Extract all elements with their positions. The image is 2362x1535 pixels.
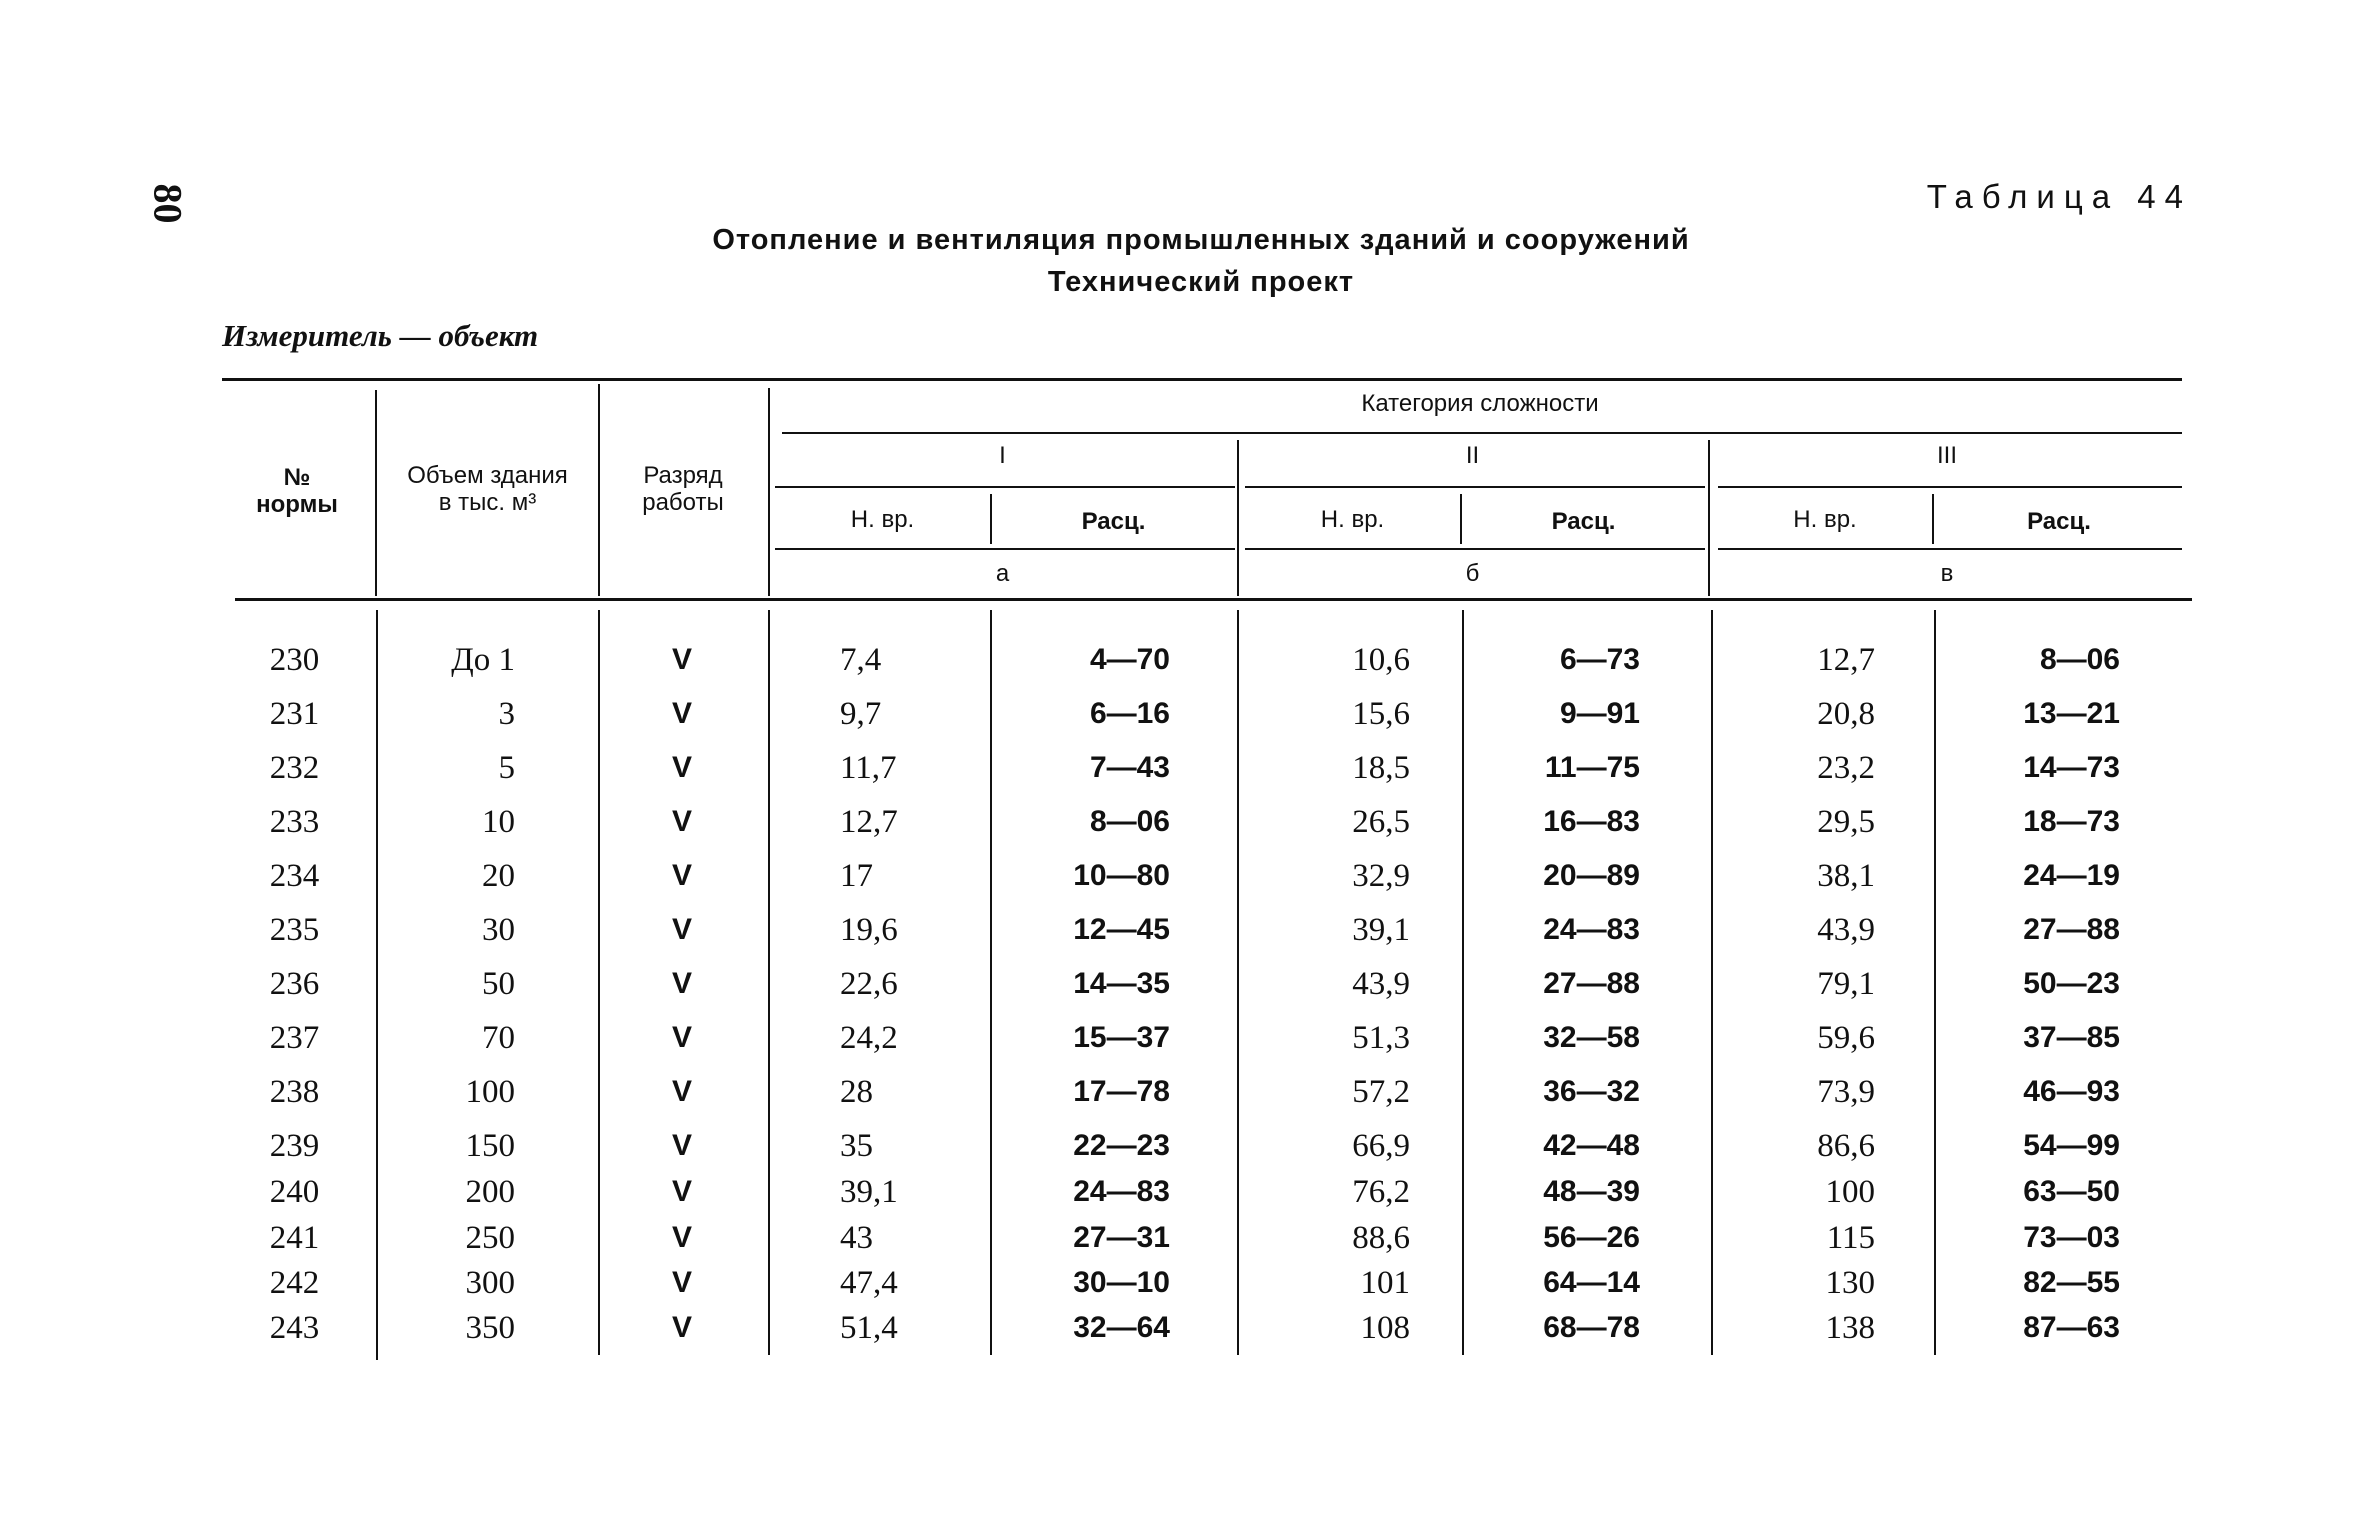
cell-ii-h: 15,6 [1352, 696, 1410, 732]
cell-iii-h: 20,8 [1817, 696, 1875, 732]
body-vline-2 [598, 610, 600, 1355]
cell-grade: V [671, 967, 692, 1000]
cell-i-r: 12—45 [1073, 913, 1170, 946]
cell-vol: 5 [498, 750, 515, 786]
cell-i-h: 47,4 [840, 1265, 898, 1301]
cell-i-r: 32—64 [1073, 1311, 1170, 1344]
cell-iii-r: 50—23 [2023, 967, 2120, 1000]
cell-ii-r: 9—91 [1559, 697, 1640, 730]
cell-grade: V [671, 1021, 692, 1054]
cell-i-r: 4—70 [1089, 643, 1170, 676]
top-rule [222, 378, 2182, 381]
cell-ii-r: 6—73 [1559, 643, 1640, 676]
cell-no: 243 [269, 1310, 320, 1346]
header-hvr-3: Н. вр. [1793, 506, 1857, 533]
cell-iii-r: 8—06 [2039, 643, 2120, 676]
cell-ii-r: 56—26 [1543, 1221, 1640, 1254]
header-rasc-1: Расц. [1081, 508, 1146, 535]
cell-vol: До 1 [451, 642, 515, 678]
cell-i-h: 39,1 [840, 1174, 898, 1210]
cell-i-h: 28 [840, 1074, 873, 1110]
cell-i-h: 43 [840, 1220, 873, 1256]
cell-ii-h: 76,2 [1352, 1174, 1410, 1210]
cell-i-r: 24—83 [1073, 1175, 1170, 1208]
cell-ii-h: 43,9 [1352, 966, 1410, 1002]
cell-grade: V [671, 1175, 692, 1208]
cell-grade: V [671, 1221, 692, 1254]
header-category-3: III [1936, 442, 1957, 469]
category-rule-1 [775, 486, 1235, 488]
cell-ii-h: 26,5 [1352, 804, 1410, 840]
cell-i-r: 10—80 [1073, 859, 1170, 892]
cell-ii-h: 32,9 [1352, 858, 1410, 894]
cell-i-r: 27—31 [1073, 1221, 1170, 1254]
cell-grade: V [671, 805, 692, 838]
cell-ii-h: 10,6 [1352, 642, 1410, 678]
cell-ii-r: 68—78 [1543, 1311, 1640, 1344]
cell-vol: 250 [465, 1220, 515, 1256]
cell-vol: 70 [482, 1020, 515, 1056]
cell-no: 231 [269, 696, 320, 732]
cell-iii-r: 54—99 [2023, 1129, 2120, 1162]
body-vline-6 [1462, 610, 1464, 1355]
header-rasc-3: Расц. [2027, 508, 2091, 535]
header-category-1: I [999, 442, 1006, 469]
cell-ii-h: 66,9 [1352, 1128, 1410, 1164]
cell-no: 241 [269, 1220, 320, 1256]
cell-iii-h: 43,9 [1817, 912, 1875, 948]
header-rasc-2: Расц. [1551, 508, 1616, 535]
table-subtitle: Технический проект [1047, 266, 1355, 298]
cell-iii-r: 87—63 [2023, 1311, 2120, 1344]
cell-i-r: 17—78 [1073, 1075, 1170, 1108]
cell-no: 234 [269, 858, 320, 894]
cell-ii-h: 39,1 [1352, 912, 1410, 948]
cell-grade: V [671, 697, 692, 730]
header-volume: Объем здания в тыс. м³ [407, 462, 568, 516]
cell-vol: 200 [465, 1174, 515, 1210]
cell-iii-r: 18—73 [2023, 805, 2120, 838]
cell-i-r: 8—06 [1089, 805, 1170, 838]
body-vline-5 [1237, 610, 1239, 1355]
cell-i-h: 22,6 [840, 966, 898, 1002]
cell-iii-r: 27—88 [2023, 913, 2120, 946]
header-hvr-2: Н. вр. [1320, 506, 1385, 533]
header-vline-5 [1708, 440, 1710, 596]
header-vline-4 [1237, 440, 1239, 596]
header-vline-2 [598, 384, 600, 596]
page-number: 80 [145, 183, 191, 224]
cell-ii-r: 32—58 [1543, 1021, 1640, 1054]
cell-grade: V [671, 1075, 692, 1108]
category-rule-3 [1718, 486, 2182, 488]
header-hvr-1: Н. вр. [850, 506, 915, 533]
cell-grade: V [671, 859, 692, 892]
subheader-rule-2 [1245, 548, 1705, 550]
cell-no: 237 [269, 1020, 320, 1056]
body-vline-7 [1711, 610, 1713, 1355]
header-norm-no: № нормы [256, 464, 338, 518]
cell-no: 230 [269, 642, 320, 678]
cell-grade: V [671, 1129, 692, 1162]
cell-ii-r: 27—88 [1543, 967, 1640, 1000]
cell-vol: 20 [482, 858, 515, 894]
subheader-rule-1 [775, 548, 1235, 550]
header-bottom-rule [235, 598, 2192, 601]
cell-ii-r: 48—39 [1543, 1175, 1640, 1208]
cell-iii-h: 12,7 [1817, 642, 1875, 678]
cell-no: 232 [269, 750, 320, 786]
cell-vol: 30 [482, 912, 515, 948]
cell-iii-h: 29,5 [1817, 804, 1875, 840]
cell-vol: 350 [465, 1310, 515, 1346]
cell-i-r: 6—16 [1089, 697, 1170, 730]
cell-i-h: 35 [840, 1128, 873, 1164]
cell-iii-h: 59,6 [1817, 1020, 1875, 1056]
cell-vol: 150 [465, 1128, 515, 1164]
body-vline-8 [1934, 610, 1936, 1355]
header-sub-b: б [1465, 560, 1480, 587]
body-vline-1 [376, 610, 378, 1360]
cell-ii-r: 64—14 [1543, 1266, 1640, 1299]
cell-iii-h: 38,1 [1817, 858, 1875, 894]
header-category-2: II [1465, 442, 1480, 469]
cell-no: 238 [269, 1074, 320, 1110]
cell-iii-r: 13—21 [2023, 697, 2120, 730]
cell-iii-h: 86,6 [1817, 1128, 1875, 1164]
cell-iii-h: 100 [1825, 1174, 1875, 1210]
cell-vol: 300 [465, 1265, 515, 1301]
cell-i-h: 17 [840, 858, 873, 894]
cell-ii-r: 36—32 [1543, 1075, 1640, 1108]
header-complexity: Категория сложности [1361, 390, 1599, 417]
cell-iii-r: 63—50 [2023, 1175, 2120, 1208]
cell-iii-r: 24—19 [2023, 859, 2120, 892]
measure-unit: Измеритель — объект [222, 318, 539, 353]
cell-i-r: 22—23 [1073, 1129, 1170, 1162]
cell-iii-r: 14—73 [2023, 751, 2120, 784]
cell-iii-r: 46—93 [2023, 1075, 2120, 1108]
cell-vol: 100 [465, 1074, 515, 1110]
cell-ii-h: 51,3 [1352, 1020, 1410, 1056]
header-sub-v: в [1940, 560, 1954, 587]
cell-no: 236 [269, 966, 320, 1002]
cell-no: 235 [269, 912, 320, 948]
cell-iii-r: 82—55 [2023, 1266, 2120, 1299]
body-vline-4 [990, 610, 992, 1355]
cell-ii-h: 18,5 [1352, 750, 1410, 786]
table-title: Отопление и вентиляция промышленных зданий и сооружений [712, 224, 1690, 256]
cell-grade: V [671, 751, 692, 784]
category-rule-2 [1245, 486, 1705, 488]
cell-i-r: 14—35 [1073, 967, 1170, 1000]
cell-ii-r: 42—48 [1543, 1129, 1640, 1162]
header-grade: Разряд работы [642, 462, 724, 516]
header-vline-1 [375, 390, 377, 596]
cell-i-r: 30—10 [1073, 1266, 1170, 1299]
table-label: Таблица 44 [1926, 178, 2192, 215]
cell-grade: V [671, 1266, 692, 1299]
cell-ii-r: 20—89 [1543, 859, 1640, 892]
cell-ii-h: 108 [1360, 1310, 1410, 1346]
cell-vol: 50 [482, 966, 515, 1002]
cell-grade: V [671, 643, 692, 676]
cell-no: 239 [269, 1128, 320, 1164]
cell-ii-r: 11—75 [1544, 751, 1640, 784]
cell-i-h: 9,7 [840, 696, 882, 732]
cell-i-h: 11,7 [840, 750, 897, 786]
cell-i-h: 51,4 [840, 1310, 898, 1346]
cell-iii-h: 115 [1826, 1220, 1875, 1256]
cell-i-h: 7,4 [840, 642, 882, 678]
cell-grade: V [671, 913, 692, 946]
cell-vol: 3 [498, 696, 515, 732]
cell-grade: V [671, 1311, 692, 1344]
body-vline-3 [768, 610, 770, 1355]
cell-ii-h: 101 [1360, 1265, 1410, 1301]
cell-ii-r: 16—83 [1543, 805, 1640, 838]
cell-iii-h: 23,2 [1817, 750, 1875, 786]
subheader-rule-3 [1718, 548, 2182, 550]
cell-i-h: 24,2 [840, 1020, 898, 1056]
cell-iii-r: 37—85 [2023, 1021, 2120, 1054]
cell-i-r: 7—43 [1089, 751, 1170, 784]
cell-ii-r: 24—83 [1543, 913, 1640, 946]
cell-i-h: 12,7 [840, 804, 898, 840]
cell-iii-r: 73—03 [2023, 1221, 2120, 1254]
cell-iii-h: 79,1 [1817, 966, 1875, 1002]
cell-iii-h: 73,9 [1817, 1074, 1875, 1110]
cell-no: 242 [269, 1265, 320, 1301]
cell-ii-h: 88,6 [1352, 1220, 1410, 1256]
complexity-rule [782, 432, 2182, 434]
cell-ii-h: 57,2 [1352, 1074, 1410, 1110]
cell-no: 233 [269, 804, 320, 840]
cell-no: 240 [269, 1174, 320, 1210]
cell-i-h: 19,6 [840, 912, 898, 948]
cell-iii-h: 130 [1825, 1265, 1875, 1301]
header-sub-a: а [995, 560, 1010, 587]
cell-i-r: 15—37 [1073, 1021, 1170, 1054]
cell-vol: 10 [482, 804, 515, 840]
cell-iii-h: 138 [1825, 1310, 1875, 1346]
